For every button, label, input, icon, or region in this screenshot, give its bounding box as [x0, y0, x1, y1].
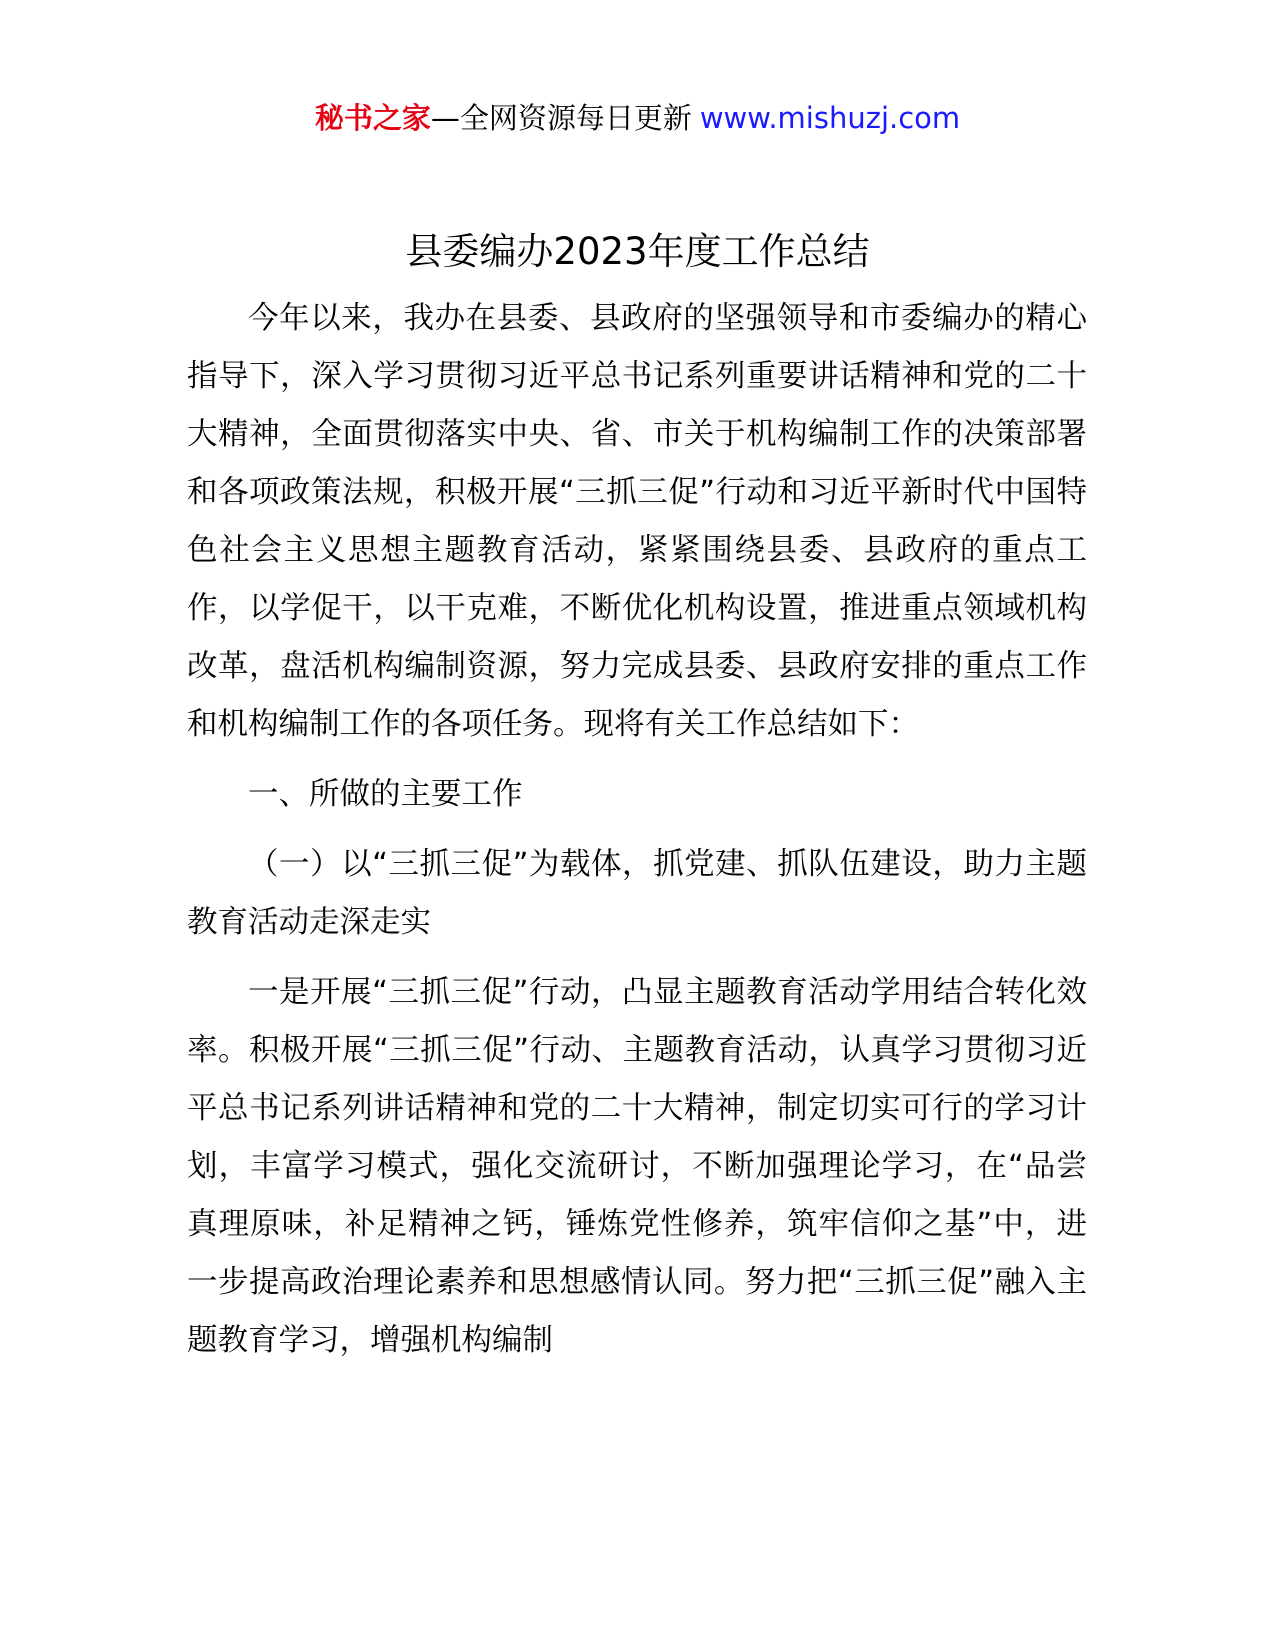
- document-body: [187, 290, 1087, 1370]
- intro-paragraph: 今年以来，我办在县委、县政府的坚强领导和市委编办的精心指导下，深入学习贯彻习近平总书记系列重要讲话精神和党的二十大精神，全面贯彻落实中央、省、市关于机构编制工作的决策部署和各项政策法规，积极开展“三抓三促”行动和习近平新时代中国特色社会主义思想主题教育活动，紧紧围绕县委、县政府的重点工作，以学促干，以干克难，不断优化机构设置，推进重点领域机构改革，盘活机构编制资源，努力完成县委、县政府安排的重点工作和机构编制工作的各项任务。现将有关工作总结如下：: [187, 301, 1087, 742]
- header-tagline: —全网资源每日更新: [430, 101, 692, 135]
- subsection-heading: （一）以“三抓三促”为载体，抓党建、抓队伍建设，助力主题教育活动走深走实: [187, 847, 1087, 940]
- website-link[interactable]: www.mishuzj.com: [699, 101, 961, 135]
- section-heading: 一、所做的主要工作: [248, 777, 523, 812]
- body-paragraph: 一是开展“三抓三促”行动，凸显主题教育活动学用结合转化效率。积极开展“三抓三促”行动、主题教育活动，认真学习贯彻习近平总书记系列讲话精神和党的二十大精神，制定切实可行的学习计划，丰富学习模式，强化交流研讨，不断加强理论学习，在“品尝真理原味，补足精神之钙，锤炼党性修养，筑牢信仰之基”中，进一步提高政治理论素养和思想感情认同。努力把“三抓三促”融入主题教育学习，增强机构编制: [187, 975, 1087, 1358]
- brand-name: 秘书之家: [314, 101, 431, 135]
- document-title: 县委编办2023年度工作总结: [405, 230, 870, 273]
- page-header: [0, 96, 1275, 140]
